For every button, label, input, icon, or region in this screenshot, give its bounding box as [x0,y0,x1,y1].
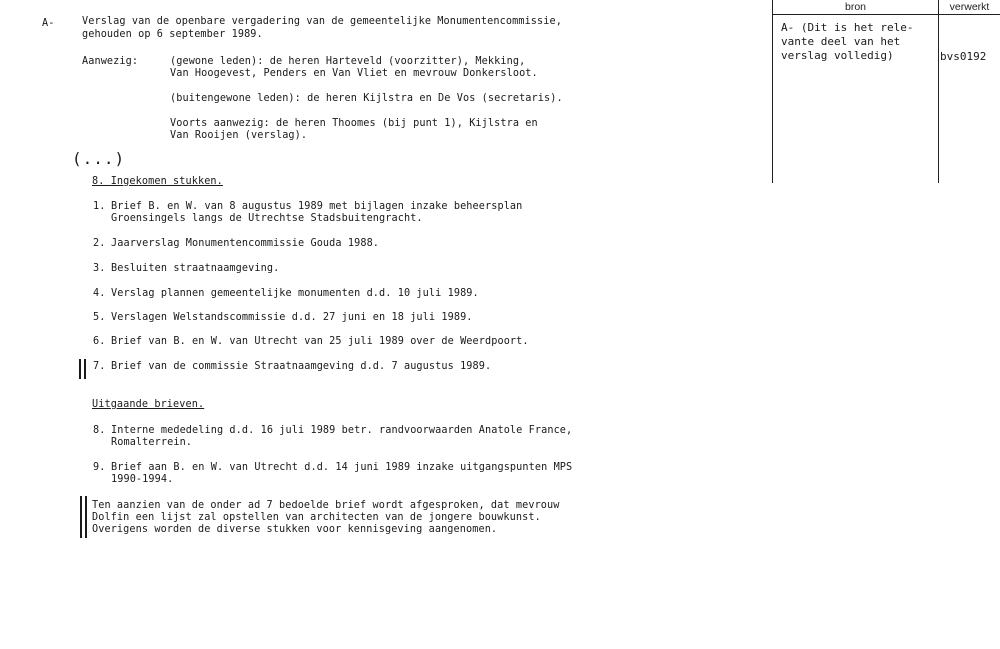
incoming-heading: 8. Ingekomen stukken. [92,176,223,187]
item-text: Romalterrein. [111,437,193,448]
item-text: 1990-1994. [111,474,174,485]
title-line-2: gehouden op 6 september 1989. [82,29,263,40]
attendance-regular-1: (gewone leden): de heren Harteveld (voorzitter), Mekking, [170,56,526,67]
item-number: 7. [93,361,106,372]
decision-line: Dolfin een lijst zal opstellen van architecten van de jongere bouwkunst. [92,512,541,523]
bron-line: verslag volledig) [781,49,894,62]
omission-ellipsis: (...) [72,149,126,168]
item-text: Brief van de commissie Straatnaamgeving d.d. 7 augustus 1989. [111,361,492,372]
attendance-also-present-1: Voorts aanwezig: de heren Thoomes (bij punt 1), Kijlstra en [170,118,538,129]
attendance-also-present-2: Van Rooijen (verslag). [170,130,308,141]
item-number: 1. [93,201,106,212]
item-number: 9. [93,462,106,473]
doc-marker: A- [42,18,55,29]
item-number: 8. [93,425,106,436]
item-text: Brief aan B. en W. van Utrecht d.d. 14 juni 1989 inzake uitgangspunten MPS [111,462,573,473]
item-text: Brief van B. en W. van Utrecht van 25 juli 1989 over de Weerdpoort. [111,336,529,347]
column-header-verwerkt: verwerkt [949,1,990,13]
item-number: 5. [93,312,106,323]
item-text: Verslagen Welstandscommissie d.d. 27 juni en 18 juli 1989. [111,312,473,323]
verwerkt-code: bvs0192 [940,50,987,63]
box-column-divider [938,0,939,183]
box-header-rule [772,14,1000,15]
item-number: 6. [93,336,106,347]
item-number: 3. [93,263,106,274]
item-text: Verslag plannen gemeentelijke monumenten d.d. 10 juli 1989. [111,288,479,299]
item-text: Jaarverslag Monumentencommissie Gouda 1988. [111,238,380,249]
item-number: 4. [93,288,106,299]
item-text: Besluiten straatnaamgeving. [111,263,280,274]
margin-mark-bar [85,496,87,538]
margin-mark-bar [79,359,81,379]
box-left-border [772,0,773,183]
item-text: Brief B. en W. van 8 augustus 1989 met bijlagen inzake beheersplan [111,201,523,212]
bron-line: A- (Dit is het rele- [781,21,914,34]
item-text: Groensingels langs de Utrechtse Stadsbuitengracht. [111,213,423,224]
outgoing-heading: Uitgaande brieven. [92,399,205,410]
decision-line: Ten aanzien van de onder ad 7 bedoelde brief wordt afgesproken, dat mevrouw [92,500,560,511]
column-header-bron: bron [844,1,866,13]
margin-mark-bar [84,359,86,379]
attendance-label: Aanwezig: [82,56,139,67]
item-text: Interne mededeling d.d. 16 juli 1989 betr. randvoorwaarden Anatole France, [111,425,573,436]
item-number: 2. [93,238,106,249]
attendance-regular-2: Van Hoogevest, Penders en Van Vliet en mevrouw Donkersloot. [170,68,538,79]
title-line-1: Verslag van de openbare vergadering van de gemeentelijke Monumentencommissie, [82,16,562,27]
margin-mark-bar [80,496,82,538]
attendance-extraordinary: (buitengewone leden): de heren Kijlstra en De Vos (secretaris). [170,93,563,104]
bron-line: vante deel van het [781,35,901,48]
decision-line: Overigens worden de diverse stukken voor kennisgeving aangenomen. [92,524,498,535]
